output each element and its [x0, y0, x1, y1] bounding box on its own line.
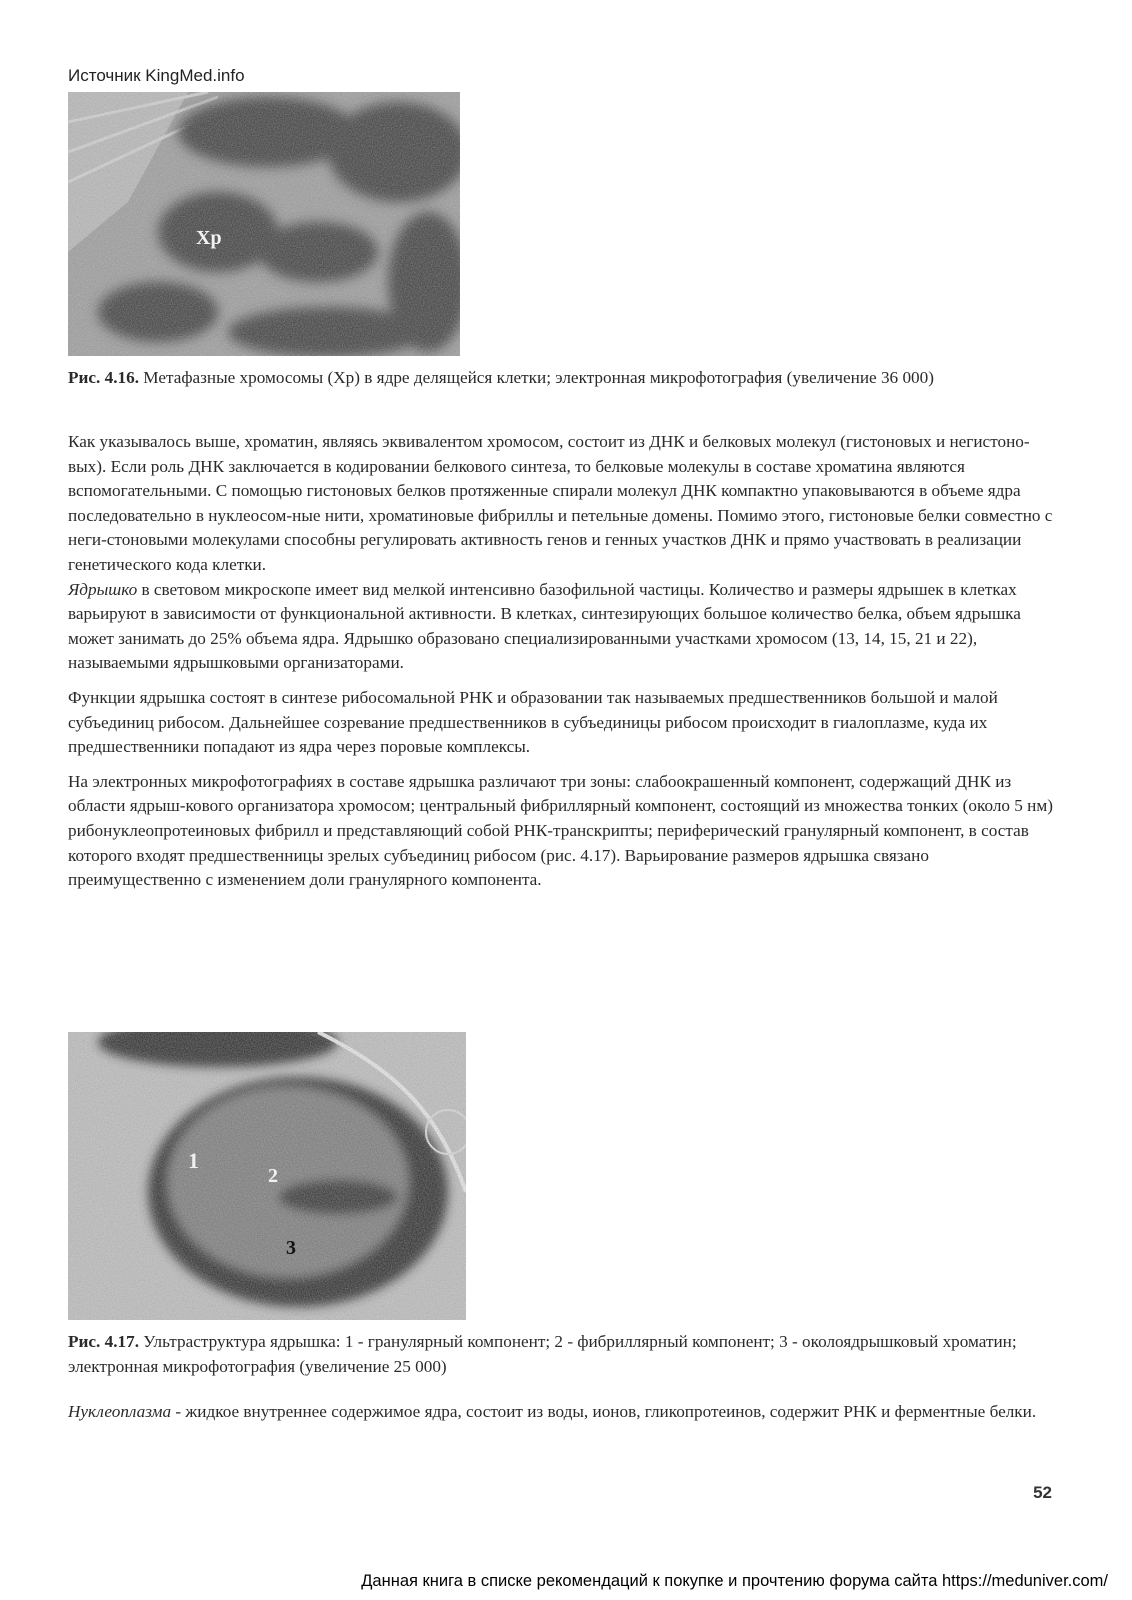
term-nucleoplasm: Нуклеоплазма	[68, 1402, 172, 1421]
nucleoplasm-definition: - жидкое внутреннее содержимое ядра, состоит из воды, ионов, гликопротеинов, содержит РНК и ферментные белки.	[171, 1402, 1037, 1421]
figure2-label-2: 2	[268, 1165, 278, 1187]
figure2-label-1: 1	[188, 1148, 199, 1173]
main-text	[68, 430, 1064, 903]
paragraph-nucleolus-zones: На электронных микрофотографиях в составе ядрышка различают три зоны: слабоокрашенный компонент, содержащий ДНК из области ядрыш-кового организатора хромосом; центральный фибриллярный компонент, состоящий из множества тонких (около 5 нм) рибонуклеопротеиновых фибрилл и представляющий собой РНК-транскрипты; периферический гранулярный компонент, в состав которого входят предшественницы зрелых субъединиц рибосом (рис. 4.17). Варьирование размеров ядрышка связано преимущественно с изменением доли гранулярного компонента.	[68, 771, 1053, 890]
closing-text	[68, 1400, 1064, 1425]
paragraph-nucleolus-function: Функции ядрышка состоят в синтезе рибосомальной РНК и образовании так называемых предшественников большой и малой субъединиц рибосом. Дальнейшее созревание предшественников в субъединицы рибосом происходит в гиалоплазме, куда их предшественники попадают из ядра через поровые комплексы.	[68, 687, 998, 757]
footer-notice: Данная книга в списке рекомендаций к покупке и прочтению форума сайта https://meduniver.com/	[361, 1572, 1108, 1590]
figure1-caption-number: Рис. 4.16.	[68, 368, 139, 387]
paragraph-chromatin: Как указывалось выше, хроматин, являясь эквивалентом хромосом, состоит из ДНК и белковых молекул (гистоновых и негистоно-вых). Если роль ДНК заключается в кодировании белкового синтеза, то белковые молекулы в составе хроматина являются вспомогательными. С помощью гистоновых белков протяженные спирали молекул ДНК компактно упаковываются в объеме ядра последовательно в нуклеосом-ные нити, хроматиновые фибриллы и петельные домены. Помимо этого, гистоновые белки совместно с неги-стоновыми молекулами способны регулировать активность генов и генных участков ДНК и прямо участвовать в реализации генетического кода клетки.	[68, 432, 1053, 574]
page-number: 52	[1033, 1483, 1052, 1502]
figure2-caption	[68, 1330, 1064, 1379]
figure1-label: Хр	[196, 227, 222, 249]
nucleolus-micrograph	[68, 1032, 466, 1320]
chromosome-micrograph	[68, 92, 460, 356]
source-header: Источник KingMed.info	[68, 66, 245, 85]
figure1-caption-text: Метафазные хромосомы (Хр) в ядре делящейся клетки; электронная микрофотография (увеличение 36 000)	[139, 368, 934, 387]
paragraph-nucleolus: Ядрышко в световом микроскопе имеет вид мелкой интенсивно базофильной частицы. Количество и размеры ядрышек в клетках варьируют в зависимости от функциональной активности. В клетках, синтезирующих большое количество белка, объем ядрышка может занимать до 25% объема ядра. Ядрышко образовано специализированными участками хромосом (13, 14, 15, 21 и 22), называемыми ядрышковыми организаторами.	[68, 579, 1021, 673]
figure1-caption	[68, 366, 1064, 391]
figure2-caption-number: Рис. 4.17.	[68, 1332, 139, 1351]
term-nucleolus: Ядрышко	[68, 579, 138, 599]
figure2-caption-text: Ультраструктура ядрышка: 1 - гранулярный компонент; 2 - фибриллярный компонент; 3 - околоядрышковый хроматин; электронная микрофотография (увеличение 25 000)	[68, 1332, 1017, 1376]
figure2-label-3: 3	[286, 1237, 296, 1259]
